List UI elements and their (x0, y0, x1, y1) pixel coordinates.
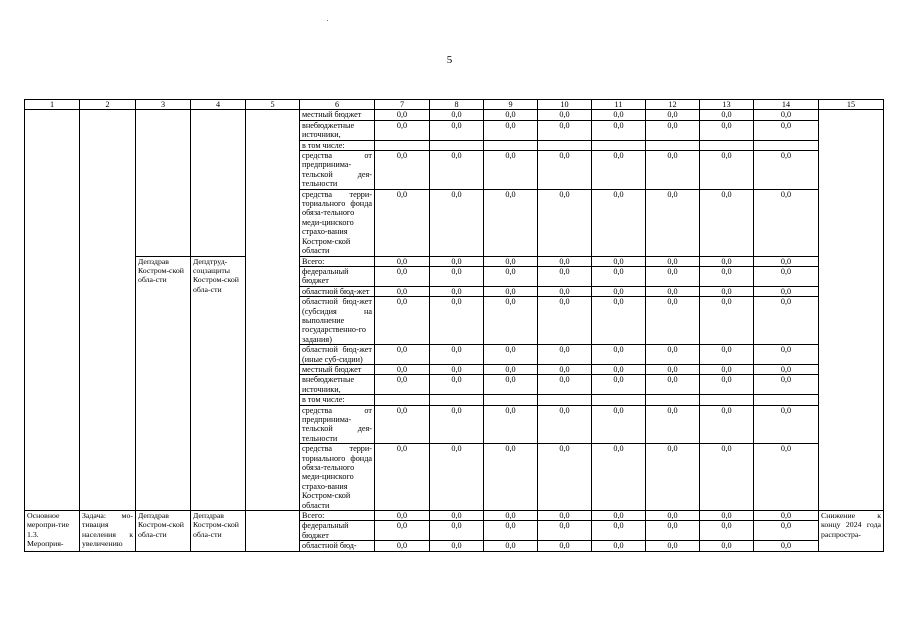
budget-value: 0,0 (375, 297, 430, 345)
table-row (25, 110, 884, 120)
budget-value: 0,0 (375, 189, 430, 256)
budget-value: 0,0 (538, 286, 592, 296)
budget-value: 0,0 (484, 345, 538, 365)
budget-value: 0,0 (538, 256, 592, 266)
budget-value (375, 395, 430, 405)
funding-source: в том числе: (300, 395, 375, 405)
column-header: 2 (80, 100, 136, 110)
budget-value (754, 140, 819, 150)
column-header: 13 (700, 100, 754, 110)
budget-value: 0,0 (592, 297, 646, 345)
budget-value: 0,0 (592, 375, 646, 395)
column-header: 10 (538, 100, 592, 110)
budget-value: 0,0 (592, 120, 646, 140)
budget-value (375, 140, 430, 150)
funding-source: средства от предпринима-тельской дея-тельности (300, 405, 375, 444)
budget-value: 0,0 (375, 405, 430, 444)
budget-value: 0,0 (754, 364, 819, 374)
budget-value: 0,0 (375, 364, 430, 374)
column-5-cell (246, 511, 300, 552)
funding-source: Всего: (300, 256, 375, 266)
budget-value: 0,0 (700, 110, 754, 120)
budget-value: 0,0 (754, 444, 819, 511)
budget-value: 0,0 (375, 521, 430, 541)
funding-source: федеральный бюджет (300, 521, 375, 541)
table-row (25, 511, 884, 521)
budget-value: 0,0 (538, 266, 592, 286)
budget-value: 0,0 (592, 405, 646, 444)
budget-value: 0,0 (592, 110, 646, 120)
budget-value: 0,0 (592, 541, 646, 551)
column-header: 11 (592, 100, 646, 110)
funding-source: средства от предпринима-тельской дея-тельности (300, 151, 375, 190)
budget-value: 0,0 (375, 256, 430, 266)
budget-value: 0,0 (700, 120, 754, 140)
budget-value: 0,0 (538, 521, 592, 541)
budget-value: 0,0 (592, 511, 646, 521)
budget-value: 0,0 (754, 297, 819, 345)
budget-value: 0,0 (375, 541, 430, 551)
budget-value: 0,0 (700, 511, 754, 521)
funding-source: федеральный бюджет (300, 266, 375, 286)
budget-value: 0,0 (646, 405, 700, 444)
budget-value: 0,0 (484, 297, 538, 345)
budget-value: 0,0 (484, 120, 538, 140)
budget-value (538, 395, 592, 405)
budget-value: 0,0 (484, 444, 538, 511)
budget-value: 0,0 (484, 511, 538, 521)
budget-value: 0,0 (646, 266, 700, 286)
budget-value: 0,0 (700, 297, 754, 345)
budget-value: 0,0 (484, 286, 538, 296)
budget-value: 0,0 (592, 189, 646, 256)
funding-source: областной бюд-жет (300, 286, 375, 296)
budget-value: 0,0 (430, 364, 484, 374)
budget-value: 0,0 (646, 297, 700, 345)
budget-value: 0,0 (754, 189, 819, 256)
budget-value: 0,0 (754, 286, 819, 296)
budget-value: 0,0 (754, 345, 819, 365)
budget-value (430, 395, 484, 405)
budget-value: 0,0 (646, 120, 700, 140)
budget-value (484, 140, 538, 150)
budget-value: 0,0 (646, 364, 700, 374)
funding-source: Всего: (300, 511, 375, 521)
budget-value: 0,0 (430, 151, 484, 190)
budget-value: 0,0 (375, 286, 430, 296)
budget-value: 0,0 (484, 256, 538, 266)
budget-value: 0,0 (646, 444, 700, 511)
budget-value: 0,0 (430, 189, 484, 256)
budget-value: 0,0 (430, 297, 484, 345)
budget-value: 0,0 (538, 345, 592, 365)
budget-value: 0,0 (700, 256, 754, 266)
funding-source: внебюджетные источники, (300, 120, 375, 140)
budget-value: 0,0 (646, 541, 700, 551)
budget-value: 0,0 (430, 511, 484, 521)
budget-value: 0,0 (700, 521, 754, 541)
budget-value: 0,0 (538, 375, 592, 395)
budget-value: 0,0 (754, 541, 819, 551)
budget-value (592, 395, 646, 405)
budget-value: 0,0 (375, 110, 430, 120)
responsible-executor: Депздрав Костром-ской обла-сти (136, 511, 191, 552)
budget-value: 0,0 (754, 375, 819, 395)
funding-source: областной бюд-жет (иные суб-сидии) (300, 345, 375, 365)
expected-result: Снижение к концу 2024 года распростра- (819, 511, 884, 552)
budget-value (700, 395, 754, 405)
funding-source: областной бюд- (300, 541, 375, 551)
budget-value (646, 140, 700, 150)
budget-value: 0,0 (754, 110, 819, 120)
budget-value: 0,0 (538, 151, 592, 190)
budget-value: 0,0 (375, 375, 430, 395)
column-header: 7 (375, 100, 430, 110)
budget-value: 0,0 (538, 511, 592, 521)
budget-value: 0,0 (700, 266, 754, 286)
coexecutor-cell (191, 110, 246, 256)
budget-value: 0,0 (484, 364, 538, 374)
budget-value: 0,0 (484, 521, 538, 541)
budget-value: 0,0 (592, 364, 646, 374)
budget-value: 0,0 (754, 151, 819, 190)
funding-source: местный бюджет (300, 364, 375, 374)
budget-value: 0,0 (700, 364, 754, 374)
page-number: 5 (446, 54, 453, 66)
funding-source: средства терри-ториального фонда обяза-тельного меди-цинского страхо-вания Костром-ской области (300, 444, 375, 511)
budget-value: 0,0 (700, 444, 754, 511)
executor-cell (136, 110, 191, 256)
budget-value (484, 395, 538, 405)
budget-value: 0,0 (430, 110, 484, 120)
budget-value: 0,0 (646, 110, 700, 120)
budget-value (430, 140, 484, 150)
budget-value: 0,0 (430, 120, 484, 140)
budget-value: 0,0 (700, 541, 754, 551)
funding-source: в том числе: (300, 140, 375, 150)
funding-source: средства терри-ториального фонда обяза-тельного меди-цинского страхо-вания Костром-ской области (300, 189, 375, 256)
budget-value: 0,0 (484, 405, 538, 444)
budget-value: 0,0 (430, 256, 484, 266)
budget-value: 0,0 (484, 110, 538, 120)
column-5-cell (246, 110, 300, 511)
budget-value: 0,0 (646, 151, 700, 190)
budget-value: 0,0 (754, 120, 819, 140)
budget-value: 0,0 (700, 189, 754, 256)
budget-value: 0,0 (375, 151, 430, 190)
budget-value (700, 140, 754, 150)
budget-value: 0,0 (646, 375, 700, 395)
result-cell (819, 110, 884, 511)
budget-value: 0,0 (538, 297, 592, 345)
budget-value: 0,0 (538, 364, 592, 374)
co-executor: Депздрав Костром-ской обла-сти (191, 511, 246, 552)
budget-value: 0,0 (375, 266, 430, 286)
budget-value: 0,0 (430, 286, 484, 296)
budget-value: 0,0 (538, 444, 592, 511)
budget-value: 0,0 (754, 256, 819, 266)
budget-value: 0,0 (592, 151, 646, 190)
budget-value: 0,0 (538, 110, 592, 120)
budget-value: 0,0 (700, 151, 754, 190)
budget-value: 0,0 (592, 521, 646, 541)
budget-value: 0,0 (484, 151, 538, 190)
column-header: 1 (25, 100, 80, 110)
budget-value: 0,0 (700, 405, 754, 444)
budget-value: 0,0 (375, 444, 430, 511)
column-header: 3 (136, 100, 191, 110)
budget-value: 0,0 (538, 405, 592, 444)
budget-value: 0,0 (754, 521, 819, 541)
budget-value: 0,0 (430, 444, 484, 511)
budget-value: 0,0 (375, 345, 430, 365)
budget-value: 0,0 (484, 266, 538, 286)
funding-source: областной бюд-жет (субсидия на выполнение государственно-го задания) (300, 297, 375, 345)
column-header: 6 (300, 100, 375, 110)
budget-value: 0,0 (592, 345, 646, 365)
budget-value: 0,0 (430, 375, 484, 395)
column-header: 14 (754, 100, 819, 110)
column-header: 5 (246, 100, 300, 110)
column-header: 12 (646, 100, 700, 110)
budget-value: 0,0 (484, 189, 538, 256)
column-header: 4 (191, 100, 246, 110)
budget-value: 0,0 (646, 256, 700, 266)
task-description: Задача: мо-тивация населения к увеличению (80, 511, 136, 552)
task-cell (80, 110, 136, 511)
funding-source: местный бюджет (300, 110, 375, 120)
budget-value: 0,0 (538, 189, 592, 256)
budget-value: 0,0 (700, 345, 754, 365)
budget-value: 0,0 (754, 405, 819, 444)
responsible-executor: Депздрав Костром-ской обла-сти (136, 256, 191, 511)
column-header: 9 (484, 100, 538, 110)
budget-value (592, 140, 646, 150)
budget-value: 0,0 (646, 189, 700, 256)
budget-value (754, 395, 819, 405)
activity-cell (25, 110, 80, 511)
budget-value: 0,0 (430, 345, 484, 365)
budget-value: 0,0 (754, 511, 819, 521)
budget-value: 0,0 (592, 286, 646, 296)
funding-source: внебюджетные источники, (300, 375, 375, 395)
budget-value: 0,0 (646, 511, 700, 521)
table-row (25, 256, 884, 266)
budget-value: 0,0 (430, 521, 484, 541)
budget-value: 0,0 (430, 405, 484, 444)
budget-value: 0,0 (754, 266, 819, 286)
budget-value: 0,0 (430, 541, 484, 551)
budget-value: 0,0 (375, 511, 430, 521)
budget-value: 0,0 (592, 256, 646, 266)
header-row (25, 100, 884, 110)
budget-value: 0,0 (375, 120, 430, 140)
budget-table (24, 99, 884, 552)
budget-value: 0,0 (430, 266, 484, 286)
budget-value: 0,0 (538, 541, 592, 551)
scan-speck (327, 20, 328, 21)
budget-value: 0,0 (592, 266, 646, 286)
budget-value: 0,0 (484, 375, 538, 395)
budget-value: 0,0 (484, 541, 538, 551)
budget-value: 0,0 (646, 521, 700, 541)
budget-value (538, 140, 592, 150)
column-header: 8 (430, 100, 484, 110)
column-header: 15 (819, 100, 884, 110)
budget-value: 0,0 (646, 345, 700, 365)
budget-value: 0,0 (538, 120, 592, 140)
budget-value: 0,0 (646, 286, 700, 296)
budget-value: 0,0 (700, 375, 754, 395)
budget-value: 0,0 (700, 286, 754, 296)
co-executor: Депдтруд-соцзащиты Костром-ской обла-сти (191, 256, 246, 511)
activity-title: Основное меропри-тие 1.3. Мероприя- (25, 511, 80, 552)
budget-value (646, 395, 700, 405)
table-body (25, 100, 884, 552)
budget-value: 0,0 (592, 444, 646, 511)
